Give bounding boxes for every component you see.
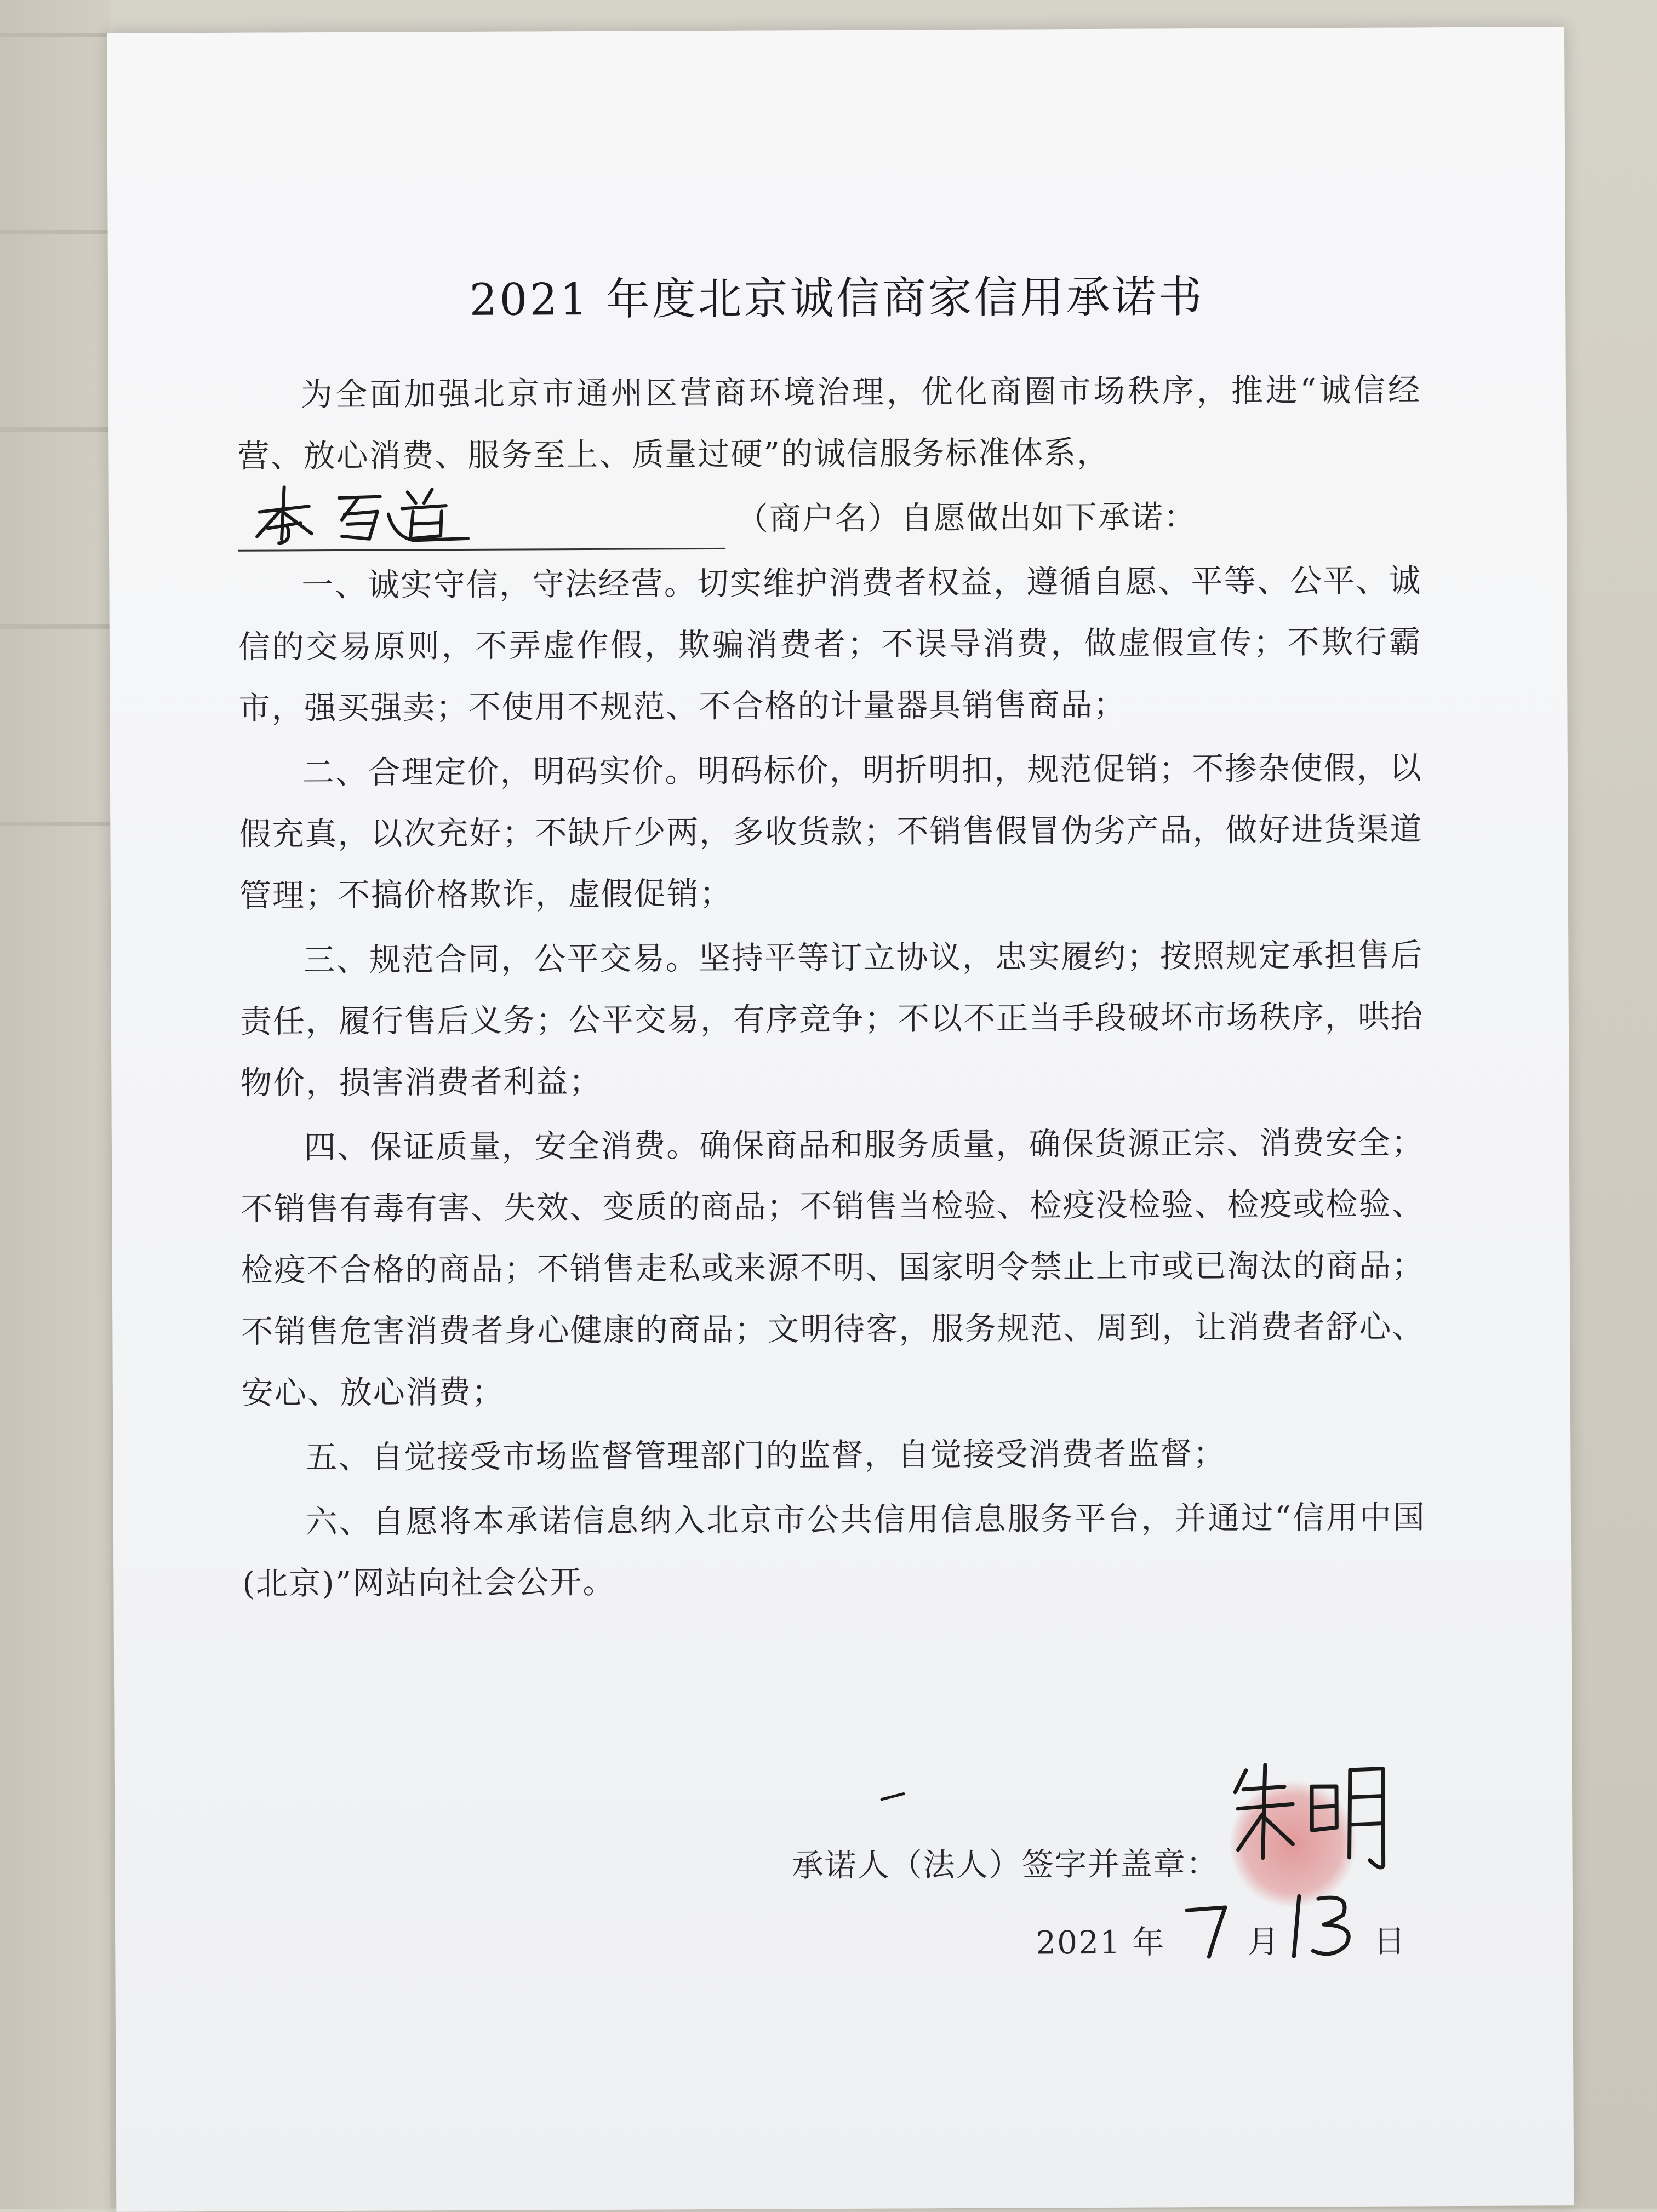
desk-background (0, 0, 110, 2209)
signature-label: 承诺人（法人）签字并盖章： (791, 1844, 1219, 1884)
clause-5: 五、自觉接受市场监督管理部门的监督，自觉接受消费者监督； (305, 1434, 1226, 1476)
background-stripe (0, 33, 110, 37)
month-handwriting (1165, 1880, 1248, 1963)
background-stripe (0, 427, 110, 432)
clause-1: 一、诚实守信，守法经营。切实维护消费者权益，遵循自愿、平等、公平、诚信的交易原则，不弄虚作假，欺骗消费者；不误导消费，做虚假宣传；不欺行霸市，强买强卖；不使用不规范、不合格的计量器具销售商品； (238, 561, 1422, 727)
date-day-handwritten (1280, 1912, 1373, 1962)
clause-4: 四、保证质量，安全消费。确保商品和服务质量，确保货源正宗、消费安全；不销售有毒有害、失效、变质的商品；不销售当检验、检疫没检验、检疫或检验、检疫不合格的商品；不销售走私或来源不明、国家明令禁止上市或已淘汰的商品；不销售危害消费者身心健康的商品；文明待客，服务规范、周到，让消费者舒心、安心、放心消费； (241, 1124, 1425, 1412)
date-month-handwritten (1165, 1913, 1247, 1963)
paper-sheet (107, 27, 1574, 2212)
clause-6: 六、自愿将本承诺信息纳入北京市公共信用信息服务平台，并通过“信用中国(北京)”网站向社会公开。 (242, 1498, 1426, 1602)
merchant-signature-handwriting (249, 481, 490, 548)
background-stripe (0, 822, 110, 826)
signature-handwriting (1224, 1748, 1400, 1880)
background-stripe (0, 624, 110, 629)
clause-3: 三、规范合同，公平交易。坚持平等订立协议，忠实履约；按照规定承担售后责任，履行售后义务；公平交易，有序竞争；不以不正当手段破坏市场秩序，哄抬物价，损害消费者利益； (239, 936, 1424, 1102)
background-stripe (0, 230, 110, 234)
date-month-label: 月 (1247, 1923, 1281, 1961)
document-body (237, 359, 1426, 1617)
date-block (1036, 1912, 1406, 1963)
date-day-label: 日 (1373, 1922, 1407, 1960)
merchant-name-label: （商户名）自愿做出如下承诺： (736, 498, 1197, 537)
date-year: 2021 年 (1036, 1923, 1165, 1962)
merchant-name-blank (238, 500, 725, 552)
clause-2: 二、合理定价，明码实价。明码标价，明折明扣，规范促销；不掺杂使假，以假充真，以次充好；不缺斤少两，多收货款；不销售假冒伪劣产品，做好进货渠道管理；不搞价格欺诈，虚假促销； (239, 749, 1423, 914)
day-handwriting (1280, 1879, 1374, 1962)
merchant-name-line (238, 485, 1421, 551)
document-title: 2021 年度北京诚信商家信用承诺书 (469, 271, 1204, 325)
intro-paragraph: 为全面加强北京市通州区营商环境治理，优化商圈市场秩序，推进“诚信经营、放心消费、服务至上、质量过硬”的诚信服务标准体系， (237, 371, 1421, 475)
